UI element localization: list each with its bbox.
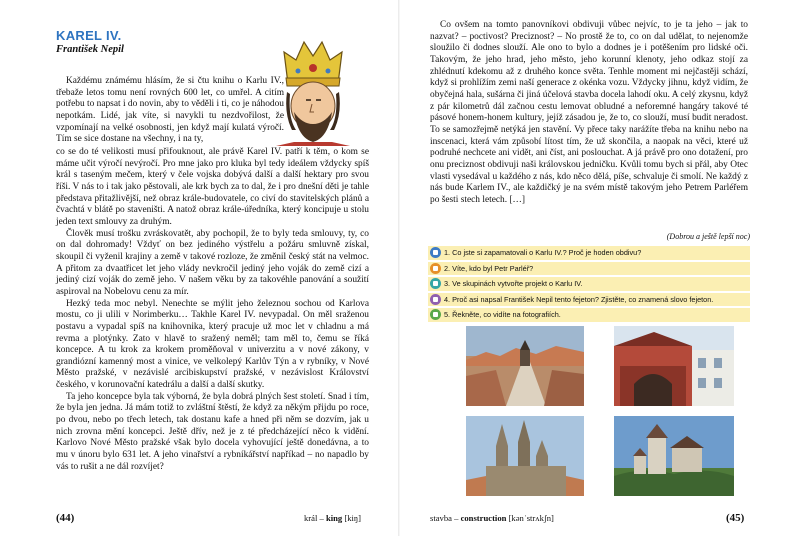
gloss-english: construction [460, 513, 507, 523]
source-caption: (Dobrou a ještě lepší noc) [666, 232, 750, 241]
article-title: KAREL IV. [56, 28, 122, 43]
gloss-czech: stavba – [430, 513, 459, 523]
article-author: František Nepil [56, 44, 124, 55]
body-paragraph: co se do té velikosti musí přifouknout, ale právě Karel IV. patří k těm, o kom se máme učit výročí nevýročí. Pro mne jako pro kluka byl tedy ideálem vždycky spíš král s taseným mečem, který v čele vojska dobývá další a další hektary pro svou říši. V nás to i tak jako pěstovali, ale krk bych za to dal, že i pro dnešní děti je tahle představa přitažlivější, než obraz krále-budovatele, co civí do stavitelských plánů a čvachtá v blátě po staveništi. A natož obraz krále-úředníka, který koncipuje u stolu jeden text smlouvy za druhým. [56, 147, 369, 227]
question-item: 1. Co jste si zapamatovali o Karlu IV.? Proč je hoden obdivu? [428, 246, 750, 260]
gloss-czech: král – [304, 513, 324, 523]
page-number: (45) [726, 512, 745, 524]
body-paragraph: Hezký teda moc nebyl. Nenechte se mýlit jeho železnou sochou od Karlova mostu, co ji ulili v Norimberku… Takhle Karel IV. nevypadal. On měl sraženou postavu a vypadal spíš na knihovnika, který pracuje už moc let v chladnu a má revma a plotýnky. Zato v hlavě to sražený neměl; tam měl to, čemu se říká koncepce. A tu krok za krokem proměňoval v univerzitu a v nové zákony, v grandiózní kamenný most a vinice, ve velkolepý Karlův Týn a v rybníky, v Nové Město pražské, v nezávislé arcibiskupství pražské, v nezávislost Království českého, v korunovační katedrálu a další a další skutky. [56, 298, 369, 391]
gloss-pronunciation: [kiŋ] [344, 513, 362, 523]
question-icon [430, 294, 441, 305]
question-icon [430, 263, 441, 274]
right-page [400, 0, 800, 536]
body-paragraph: Ta jeho koncepce byla tak výborná, že byla dobrá plných šest století. Snad i tím, že byla jen jedna. Já mám totiž to zvláštní štěstí, že když za někým přijdu po roce, po dvou, nebo po třech letech, tak dostanu kafe a hned při něm se dozvím, jak u nich zrovna mění koncepci. Ještě dřív, než je z té předcházející něco k vidění. Karlovo Nové Město pražské však bylo docela vyhovující ještě donedávna, a to mu v únoru bylo 631 let. A jeho vinařství a rybníkářství napříkad – no napadlo by vás to rušit a ne dál rozvíjet? [56, 391, 369, 472]
photo-charles-college-building [614, 326, 734, 406]
question-item: 4. Proč asi napsal František Nepil tento fejeton? Zjistěte, co znamená slovo fejeton. [428, 293, 750, 307]
gloss-english: king [325, 513, 343, 523]
photo-st-vitus-cathedral [466, 416, 584, 496]
question-item: 5. Řekněte, co vidíte na fotografiích. [428, 308, 750, 322]
question-icon [430, 309, 441, 320]
question-icon [430, 247, 441, 258]
question-item: 2. Víte, kdo byl Petr Parléř? [428, 262, 750, 276]
question-item: 3. Ve skupinách vytvořte projekt o Karlu IV. [428, 277, 750, 291]
vocabulary-gloss [430, 513, 554, 523]
page-number: (44) [56, 512, 75, 524]
photo-karlstejn-castle [614, 416, 734, 496]
photo-charles-bridge [466, 326, 584, 406]
intro-paragraph: Každému známému hlásím, že si čtu knihu o Karlu IV., třebaže letos tomu není rovných 600 let, co umřel. A citím potřebu to napsat i do novin, aby to věděli i ti, co je náhodou nepotkám. Lidé, jak víte, si navykli tu nezdvořilost, že vzpomínají na velké osobnosti, jen když mají kulatá výročí. Tím se sice dostane na všechny, i na ty, [56, 76, 284, 145]
question-list [428, 246, 750, 324]
article-continuation: Co ovšem na tomto panovníkovi obdivuji vůbec nejvíc, to je ta jeho – jak to nazvat? – poctivost? Preciznost? – No prostě že to, co on dal udělat, to nejenomže sloužilo či dodnes slouží. Ale ono to bylo a dodnes je i potěšením pro lidské oči. Takovým, že jeho hrad, jeho město, jeho korunní klenoty, jeho odkaz stojí za zhlédnutí kdekomu až z druhého konce světa. Tenhle moment mi nejčastěji schází, když si prohlížím zemi naší generace z okénka vozu. Vždycky jihnu, když vidím, že obyčejná hala, sušárna či jiná účelová stavba docela lahodí oku. A celý zkysnu, když z pár kilometrů dál začnou cestu lemovat obludné a neforemné hangáry takové té pásové honem-honem kultury, jejíž zásadou je, že to, co slouží, musí budit neradost. To se samozřejmě netýká jen stavění. Vy přece taky narážíte třeba na knihu nebo na inscenaci, která vám způsobí lítost tím, že už skončila, a naopak na věci, které už podruhé nechcete ani vidět, ani číst, ani poslouchat. A já právě pro ono dotažení, pro onu preciznost obdivuji naši královskou jedničku. Kvůli tomu bych si přál, aby Otec vlasti vysedával u každého z nás, kdo něco dělá, píše, schvaluje či smolí. Ne každý z nás bude Karlem IV., ale každičký je na svém místě takovým jeho Petrem Parléřem po šesti stech letech. […] [430, 20, 748, 205]
body-paragraph: Člověk musí trošku zvráskovatět, aby pochopil, že to byly teda smlouvy, ty, co on dal dohromady! Vždyť on bez jediného výstřelu a požáru smluvně získal, skoupil či vyženil krajiny a země v takové rozloze, že změnil český stát na velmoc. A přitom za dvaatřicet let jeho vlády nevkročil jediný jeho voják do země cizí a jediný cizí voják do země jeho. V našem věku by za takovéhle panování a soužití aspiroval na Nobelovu cenu za mír. [56, 228, 369, 297]
question-icon [430, 278, 441, 289]
vocabulary-gloss [304, 513, 361, 523]
gloss-pronunciation: [kənˈstrʌkʃn] [508, 513, 554, 523]
article-body [56, 147, 369, 473]
